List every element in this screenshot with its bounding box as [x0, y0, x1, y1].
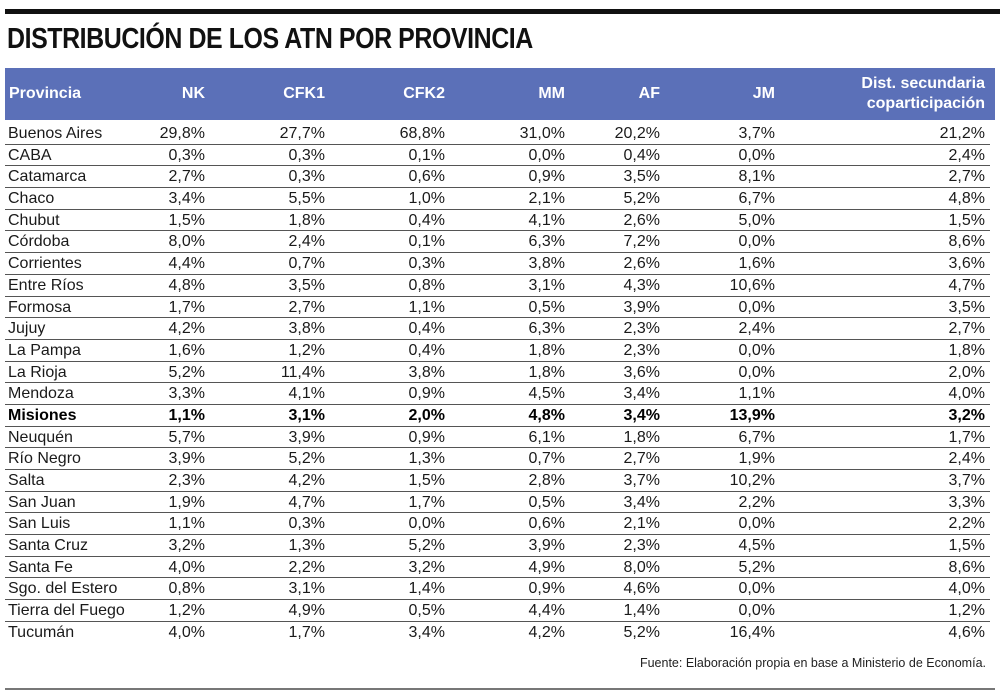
value-cell-af: 4,6% — [623, 580, 660, 598]
value-cell-nk: 29,8% — [159, 125, 205, 142]
value-cell-jm: 1,1% — [738, 385, 775, 403]
value-cell-mm: 31,0% — [519, 125, 565, 142]
value-cell-cfk1: 4,9% — [288, 602, 325, 620]
province-name: Neuquén — [8, 428, 73, 446]
value-cell-mm: 1,8% — [528, 341, 565, 359]
value-cell-af: 2,3% — [623, 341, 660, 359]
value-cell-jm: 0,0% — [738, 580, 775, 598]
value-cell-nk: 4,4% — [168, 255, 205, 273]
value-cell-nk: 5,7% — [168, 428, 205, 446]
value-cell-mm: 0,9% — [528, 168, 565, 186]
value-cell-mm: 0,5% — [528, 298, 565, 316]
value-cell-dist: 2,4% — [948, 450, 985, 468]
value-cell-cfk2: 0,9% — [408, 385, 445, 403]
value-cell-dist: 3,3% — [948, 493, 985, 511]
value-cell-cfk1: 2,4% — [288, 233, 325, 251]
value-cell-jm: 2,4% — [738, 320, 775, 338]
value-cell-af: 5,2% — [623, 623, 660, 641]
province-name: Jujuy — [8, 320, 46, 338]
value-cell-nk: 0,8% — [168, 580, 205, 598]
column-header-dist-secundaria — [795, 68, 985, 120]
value-cell-jm: 5,2% — [738, 558, 775, 576]
value-cell-cfk2: 0,0% — [408, 515, 445, 533]
value-cell-nk: 1,1% — [168, 406, 205, 424]
province-name: Santa Cruz — [8, 537, 89, 555]
value-cell-jm: 0,0% — [738, 146, 775, 164]
value-cell-cfk1: 1,8% — [288, 211, 325, 229]
value-cell-nk: 3,3% — [168, 385, 205, 403]
value-cell-cfk1: 4,1% — [288, 385, 325, 403]
table-row — [5, 535, 990, 557]
value-cell-cfk1: 3,1% — [288, 580, 325, 598]
value-cell-jm: 2,2% — [738, 493, 775, 511]
value-cell-af: 1,8% — [623, 428, 660, 446]
value-cell-cfk1: 1,2% — [288, 341, 325, 359]
table-row — [5, 492, 990, 514]
province-name: Tierra del Fuego — [8, 602, 125, 620]
value-cell-mm: 6,3% — [528, 233, 565, 251]
value-cell-dist: 8,6% — [948, 558, 985, 576]
bottom-rule — [5, 688, 995, 690]
value-cell-jm: 4,5% — [738, 537, 775, 555]
value-cell-cfk1: 3,9% — [288, 428, 325, 446]
chart-title: DISTRIBUCIÓN DE LOS ATN POR PROVINCIA — [7, 23, 533, 55]
value-cell-jm: 0,0% — [738, 363, 775, 381]
value-cell-af: 0,4% — [623, 146, 660, 164]
value-cell-nk: 4,2% — [168, 320, 205, 338]
province-name: Salta — [8, 472, 45, 489]
value-cell-mm: 4,2% — [528, 623, 565, 641]
value-cell-nk: 5,2% — [168, 363, 205, 381]
value-cell-cfk1: 2,7% — [288, 298, 325, 316]
table-row — [5, 145, 990, 167]
province-name: San Juan — [8, 493, 76, 511]
value-cell-dist: 1,7% — [948, 428, 985, 446]
value-cell-cfk2: 1,3% — [408, 450, 445, 468]
value-cell-nk: 1,6% — [168, 341, 205, 359]
value-cell-cfk1: 4,2% — [288, 472, 325, 489]
value-cell-nk: 3,4% — [168, 190, 205, 208]
value-cell-cfk2: 1,1% — [408, 298, 445, 316]
value-cell-jm: 5,0% — [738, 211, 775, 229]
table-row — [5, 578, 990, 600]
value-cell-nk: 8,0% — [168, 233, 205, 251]
province-name: Buenos Aires — [8, 125, 103, 142]
value-cell-nk: 1,9% — [168, 493, 205, 511]
table-row — [5, 297, 990, 319]
value-cell-dist: 2,7% — [948, 320, 985, 338]
value-cell-af: 3,5% — [623, 168, 660, 186]
value-cell-mm: 0,9% — [528, 580, 565, 598]
value-cell-nk: 4,0% — [168, 623, 205, 641]
value-cell-cfk1: 1,7% — [288, 623, 325, 641]
value-cell-jm: 0,0% — [738, 515, 775, 533]
province-name: Mendoza — [8, 385, 74, 403]
value-cell-af: 3,6% — [623, 363, 660, 381]
column-header-mm: MM — [538, 85, 565, 102]
table-header — [5, 68, 995, 120]
source-note: Fuente: Elaboración propia en base a Ministerio de Economía. — [639, 656, 986, 670]
value-cell-cfk2: 0,1% — [408, 146, 445, 164]
value-cell-mm: 4,4% — [528, 602, 565, 620]
table-row — [5, 448, 990, 470]
value-cell-nk: 3,2% — [168, 537, 205, 555]
value-cell-af: 3,4% — [623, 493, 660, 511]
value-cell-dist: 1,8% — [948, 341, 985, 359]
value-cell-cfk2: 0,1% — [408, 233, 445, 251]
value-cell-cfk1: 27,7% — [279, 125, 325, 142]
value-cell-cfk1: 3,1% — [288, 406, 325, 424]
table-row — [5, 405, 990, 427]
province-name: Chaco — [8, 190, 55, 208]
value-cell-mm: 4,1% — [528, 211, 565, 229]
value-cell-cfk2: 0,3% — [408, 255, 445, 273]
value-cell-dist: 21,2% — [939, 125, 985, 142]
value-cell-cfk1: 4,7% — [288, 493, 325, 511]
province-name: Formosa — [8, 298, 72, 316]
value-cell-cfk1: 3,8% — [288, 320, 325, 338]
value-cell-dist: 1,2% — [948, 602, 985, 620]
table-body — [5, 123, 990, 644]
value-cell-af: 7,2% — [623, 233, 660, 251]
column-header-cfk2: CFK2 — [403, 85, 445, 102]
value-cell-cfk2: 3,8% — [408, 363, 445, 381]
value-cell-nk: 1,7% — [168, 298, 205, 316]
province-name: Catamarca — [8, 168, 87, 186]
value-cell-nk: 1,2% — [168, 602, 205, 620]
value-cell-jm: 6,7% — [738, 190, 775, 208]
value-cell-dist: 8,6% — [948, 233, 985, 251]
value-cell-jm: 6,7% — [738, 428, 775, 446]
value-cell-mm: 2,8% — [528, 472, 565, 489]
value-cell-af: 4,3% — [623, 276, 660, 294]
value-cell-mm: 2,1% — [528, 190, 565, 208]
value-cell-af: 2,7% — [623, 450, 660, 468]
table-row — [5, 188, 990, 210]
value-cell-jm: 1,6% — [738, 255, 775, 273]
value-cell-dist: 2,2% — [948, 515, 985, 533]
province-name: Sgo. del Estero — [8, 580, 118, 598]
value-cell-nk: 4,0% — [168, 558, 205, 576]
value-cell-af: 5,2% — [623, 190, 660, 208]
value-cell-mm: 0,5% — [528, 493, 565, 511]
value-cell-dist: 4,0% — [948, 385, 985, 403]
value-cell-dist: 1,5% — [948, 211, 985, 229]
value-cell-cfk1: 5,2% — [288, 450, 325, 468]
table-row — [5, 166, 990, 188]
value-cell-af: 2,3% — [623, 320, 660, 338]
value-cell-jm: 13,9% — [729, 406, 775, 424]
value-cell-dist: 4,7% — [948, 276, 985, 294]
value-cell-af: 3,4% — [623, 385, 660, 403]
value-cell-cfk2: 5,2% — [408, 537, 445, 555]
value-cell-cfk1: 0,3% — [288, 515, 325, 533]
value-cell-cfk1: 2,2% — [288, 558, 325, 576]
value-cell-cfk2: 2,0% — [408, 406, 445, 424]
value-cell-jm: 10,2% — [729, 472, 775, 489]
province-name: CABA — [8, 146, 52, 164]
value-cell-dist: 3,5% — [948, 298, 985, 316]
value-cell-cfk1: 11,4% — [280, 363, 325, 381]
value-cell-cfk2: 0,4% — [408, 211, 445, 229]
column-header-cfk1: CFK1 — [283, 85, 325, 102]
table-row — [5, 427, 990, 449]
table-row — [5, 210, 990, 232]
value-cell-cfk1: 5,5% — [288, 190, 325, 208]
province-name: Entre Ríos — [8, 276, 84, 294]
value-cell-af: 8,0% — [623, 558, 660, 576]
value-cell-jm: 8,1% — [738, 168, 775, 186]
value-cell-jm: 1,9% — [738, 450, 775, 468]
table-row — [5, 123, 990, 145]
value-cell-nk: 2,7% — [168, 168, 205, 186]
value-cell-jm: 3,7% — [738, 125, 775, 142]
column-header-af: AF — [638, 85, 660, 102]
table-row — [5, 557, 990, 579]
table-row — [5, 513, 990, 535]
value-cell-dist: 3,6% — [948, 255, 985, 273]
table-row — [5, 253, 990, 275]
value-cell-jm: 10,6% — [729, 276, 775, 294]
value-cell-dist: 4,6% — [948, 623, 985, 641]
value-cell-mm: 6,3% — [528, 320, 565, 338]
column-header-dist-line1: Dist. secundaria — [861, 75, 985, 92]
value-cell-dist: 3,2% — [948, 406, 985, 424]
value-cell-dist: 2,0% — [948, 363, 985, 381]
table-row — [5, 383, 990, 405]
table-row — [5, 340, 990, 362]
value-cell-cfk2: 3,4% — [408, 623, 445, 641]
value-cell-mm: 4,5% — [528, 385, 565, 403]
value-cell-mm: 6,1% — [528, 428, 565, 446]
province-name: Santa Fe — [8, 558, 73, 576]
value-cell-cfk2: 0,6% — [408, 168, 445, 186]
value-cell-nk: 3,9% — [168, 450, 205, 468]
value-cell-nk: 0,3% — [168, 146, 205, 164]
value-cell-jm: 16,4% — [729, 623, 775, 641]
value-cell-jm: 0,0% — [738, 602, 775, 620]
value-cell-jm: 0,0% — [738, 233, 775, 251]
column-header-nk: NK — [181, 85, 205, 102]
value-cell-mm: 4,9% — [528, 558, 565, 576]
value-cell-nk: 4,8% — [168, 276, 205, 294]
province-name: Corrientes — [8, 255, 82, 273]
province-name: Río Negro — [8, 450, 81, 468]
province-name: Chubut — [8, 211, 60, 229]
table-row — [5, 622, 990, 644]
province-name: Misiones — [8, 406, 77, 424]
province-name: San Luis — [8, 515, 71, 533]
value-cell-mm: 0,6% — [528, 515, 565, 533]
value-cell-dist: 4,8% — [948, 190, 985, 208]
value-cell-cfk2: 1,0% — [408, 190, 445, 208]
value-cell-cfk2: 1,7% — [408, 493, 445, 511]
column-header-dist-line2: coparticipación — [866, 95, 985, 112]
value-cell-jm: 0,0% — [738, 341, 775, 359]
value-cell-cfk1: 0,7% — [288, 255, 325, 273]
table-row — [5, 318, 990, 340]
value-cell-nk: 1,5% — [168, 211, 205, 229]
value-cell-mm: 3,9% — [528, 537, 565, 555]
value-cell-dist: 4,0% — [948, 580, 985, 598]
value-cell-cfk1: 0,3% — [288, 146, 325, 164]
value-cell-cfk2: 0,4% — [408, 320, 445, 338]
value-cell-cfk2: 0,5% — [408, 602, 445, 620]
value-cell-af: 2,6% — [623, 255, 660, 273]
value-cell-cfk2: 0,9% — [408, 428, 445, 446]
value-cell-cfk2: 3,2% — [408, 558, 445, 576]
table-row — [5, 600, 990, 622]
value-cell-af: 3,9% — [623, 298, 660, 316]
value-cell-af: 3,7% — [623, 472, 660, 489]
table-row — [5, 275, 990, 297]
value-cell-jm: 0,0% — [738, 298, 775, 316]
column-header-jm: JM — [752, 85, 775, 102]
value-cell-cfk2: 0,4% — [408, 341, 445, 359]
value-cell-cfk1: 1,3% — [288, 537, 325, 555]
table-row — [5, 470, 990, 492]
value-cell-af: 1,4% — [623, 602, 660, 620]
value-cell-mm: 3,1% — [528, 276, 565, 294]
value-cell-cfk2: 1,5% — [408, 472, 445, 489]
province-name: La Pampa — [8, 341, 81, 359]
column-header-provincia: Provincia — [9, 85, 82, 102]
value-cell-af: 2,1% — [623, 515, 660, 533]
value-cell-mm: 3,8% — [528, 255, 565, 273]
table-row — [5, 362, 990, 384]
value-cell-af: 20,2% — [614, 125, 660, 142]
value-cell-cfk1: 3,5% — [288, 276, 325, 294]
value-cell-af: 2,6% — [623, 211, 660, 229]
table-row — [5, 231, 990, 253]
value-cell-cfk2: 1,4% — [408, 580, 445, 598]
province-name: Tucumán — [8, 623, 75, 641]
value-cell-dist: 2,7% — [948, 168, 985, 186]
value-cell-cfk1: 0,3% — [288, 168, 325, 186]
value-cell-dist: 2,4% — [948, 146, 985, 164]
value-cell-mm: 0,7% — [528, 450, 565, 468]
province-name: La Rioja — [8, 363, 67, 381]
top-rule — [5, 9, 1000, 14]
value-cell-nk: 2,3% — [168, 472, 205, 489]
value-cell-cfk2: 68,8% — [399, 125, 445, 142]
value-cell-mm: 4,8% — [528, 406, 565, 424]
value-cell-dist: 3,7% — [948, 472, 985, 489]
value-cell-af: 3,4% — [623, 406, 660, 424]
value-cell-cfk2: 0,8% — [408, 276, 445, 294]
value-cell-dist: 1,5% — [948, 537, 985, 555]
province-name: Córdoba — [8, 233, 70, 251]
value-cell-mm: 1,8% — [528, 363, 565, 381]
value-cell-mm: 0,0% — [528, 146, 565, 164]
value-cell-af: 2,3% — [623, 537, 660, 555]
value-cell-nk: 1,1% — [168, 515, 205, 533]
